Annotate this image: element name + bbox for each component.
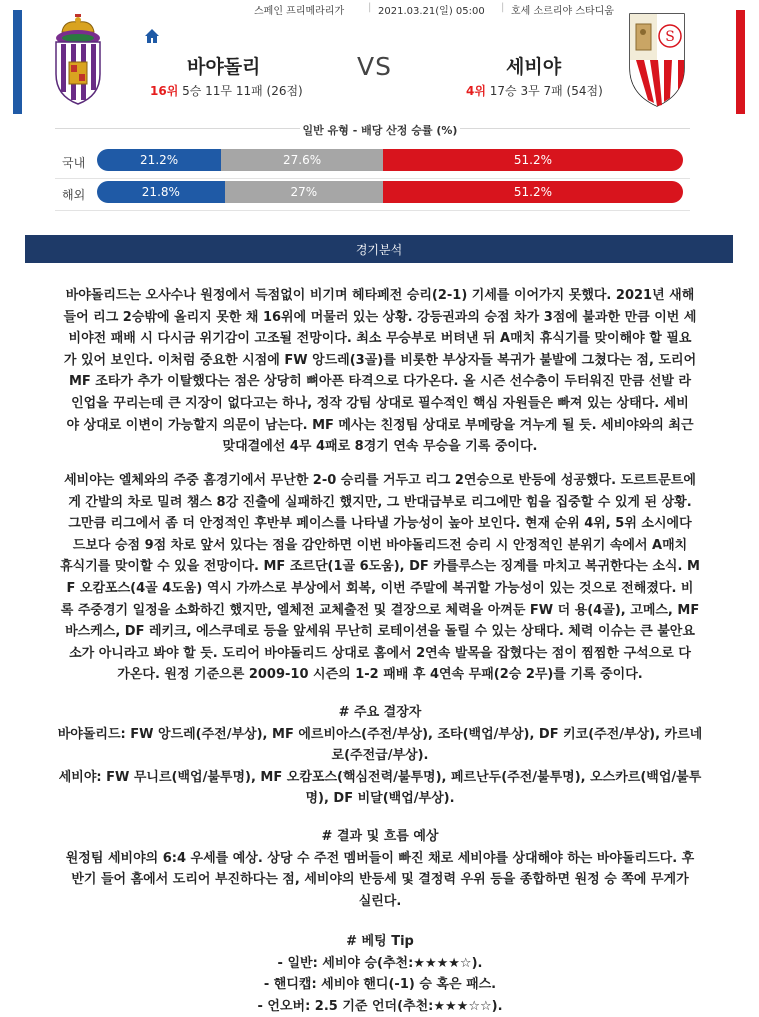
text-line: 인업을 꾸리는데 큰 지장이 없다고는 하나, 정작 강팀 상대로 필수적인 핵심 자원들은 빠져 있는 상태다. 세비 [71,395,689,411]
match-venue: 호세 소르리야 스타디움 [511,6,614,17]
away-rank: 4위 [466,84,486,98]
row-divider [55,178,690,179]
text-line: 명), DF 비달(백업/부상). [305,791,455,807]
odds-row-label: 해외 [62,188,86,202]
text-line: - 핸디캡: 세비야 핸디(-1) 승 혹은 패스. [263,977,497,993]
key-absentees [18,702,742,810]
match-datetime: 2021.03.21(일) 05:00 [378,6,485,17]
away-record [466,82,603,99]
text-line: 게 간발의 차로 밀려 챔스 8강 진출에 실패하긴 했지만, 그 반대급부로 리그에만 힘을 집중할 수 있게 된 상황. [68,494,692,510]
text-line: 비야전 패배 시 다시금 위기감이 고조될 전망이다. 최소 무승부로 버텨낸 뒤 A매치 휴식기를 맞이해야 할 필요 [68,331,692,347]
draw-segment: 27% [225,181,383,203]
text-line: - 언오버: 2.5 기준 언더(추천:★★★☆☆). [257,998,503,1014]
text-line: 맞대결에선 4무 4패로 8경기 연속 무승을 기록 중이다. [222,439,538,455]
analysis-paragraph-away [18,470,742,686]
svg-text:S: S [665,29,675,45]
text-line: 휴식기를 맞이할 수 있을 전망이다. MF 조르단(1골 6도움), DF 카를루스는 징계를 마치고 복귀한다는 소식. M [60,559,700,575]
text-line: 바스케스, DF 레키크, 에스쿠데로 등을 앞세워 무난히 로테이션을 돌릴 수 있는 상태다. 체력 이슈는 큰 불안요 [65,624,695,640]
text-line: F 오캄포스(4골 4도움) 역시 가까스로 부상에서 회복, 이번 주말에 복귀할 가능성이 있는 것으로 전해졌다. 비 [66,580,694,596]
text-line: - 일반: 세비야 승(추천:★★★★☆). [277,955,483,971]
text-line: 바야돌리드는 오사수나 원정에서 득점없이 비기며 헤타페전 승리(2-1) 기세를 이어가지 못했다. 2021년 새해 [65,288,695,303]
home-crest-icon [50,12,106,108]
text-line: 바야돌리드: FW 앙드레(주전/부상), MF 에르비아스(주전/부상), 조타(백업/부상), DF 키코(주전/부상), 카르네 [57,726,703,742]
text-line: 야 상대로 이변이 가능할지 의문이 남는다. MF 메사는 친정팀 상대로 부메랑을 겨누게 될 듯. 세비야와의 최근 [66,417,694,433]
home-color-bar [13,10,22,114]
analysis-banner: 경기분석 [25,235,733,263]
away-color-bar [736,10,745,114]
text-line: # 결과 및 흐름 예상 [321,829,439,844]
text-line: 세비야는 엘체와의 주중 홈경기에서 무난한 2-0 승리를 거두고 리그 2연승으로 반등에 성공했다. 도르트문트에 [64,473,696,488]
home-team-name: 바야돌리 [187,56,261,78]
text-line: 드보다 승점 9점 차로 앞서 있다는 점을 감안하면 이번 바야돌리드전 승리 시 안정적인 분위기 속에서 A매치 [72,537,688,553]
home-record [150,82,303,99]
divider: | [501,2,505,13]
odds-bar-overseas [97,181,683,203]
away-win-segment: 51.2% [383,149,683,171]
home-rank: 16위 [150,84,179,98]
home-record-text: 5승 11무 11패 (26점) [182,84,303,98]
text-line: 실린다. [358,893,402,909]
home-win-segment: 21.8% [97,181,225,203]
odds-caption: 일반 유형 - 배당 산정 승률 (%) [300,122,460,138]
text-line: # 주요 결장자 [338,705,422,720]
text-line: 반기 들어 홈에서 도리어 부진하다는 점, 세비야의 반등세 및 결정력 우위 등을 종합하면 원정 승 쪽에 무게가 [71,872,689,888]
text-line: # 베팅 Tip [346,934,414,949]
divider: | [368,2,372,13]
home-win-segment: 21.2% [97,149,221,171]
text-line: 세비야: FW 무니르(백업/불투명), MF 오캄포스(핵심전력/불투명), 페르난두(주전/불투명), 오스카르(백업/불투 [58,769,702,785]
text-line: 록 주중경기 일정을 소화하긴 했지만, 엘체전 교체출전 및 결장으로 체력을 아껴둔 FW 더 용(4골), 고메스, MF [60,602,700,618]
text-line: 소가 아니라고 봐야 할 듯. 도리어 바야돌리드 상대로 홈에서 2연속 발목을 잡혔다는 점이 찜찜한 구석으로 다 [69,645,691,661]
prediction [18,826,742,912]
text-line: 원정팀 세비야의 6:4 우세를 예상. 상당 수 주전 멤버들이 빠진 채로 세비야를 상대해야 하는 바야돌리드다. 후 [65,850,695,866]
odds-bar-domestic [97,149,683,171]
text-line: 가온다. 원정 기준으론 2009-10 시즌의 1-2 패배 후 4연속 무패(2승 2무)를 기록 중이다. [117,667,643,683]
text-line: MF 조타가 추가 이탈했다는 점은 상당히 뼈아픈 타격으로 다가온다. 올 시즌 선수층이 두터워진 만큼 선발 라 [68,374,692,390]
betting-tips [18,931,742,1017]
away-win-segment: 51.2% [383,181,683,203]
away-team-name: 세비야 [506,56,562,78]
vs-label: VS [357,52,392,81]
analysis-paragraph-home [18,285,742,458]
draw-segment: 27.6% [221,149,383,171]
home-icon[interactable] [143,27,161,45]
text-line: 들어 리그 2승밖에 올리지 못한 채 16위에 머물러 있는 상황. 강등권과의 승점 차가 3점에 불과한 만큼 이번 세 [63,309,697,325]
league-name: 스페인 프리메라리가 [254,6,345,17]
row-divider [55,210,690,211]
text-line: 가 있어 보인다. 이처럼 중요한 시점에 FW 앙드레(3골)를 비롯한 부상자들 복귀가 불발에 그쳤다는 점, 도리어 [63,352,697,368]
text-line: 로(주전급/부상). [331,748,429,764]
away-record-text: 17승 3무 7패 (54점) [489,84,603,98]
odds-row-label: 국내 [62,156,86,170]
away-crest-icon [626,10,688,108]
text-line: 그만큼 리그에서 좀 더 안정적인 후반부 페이스를 나타낼 가능성이 높아 보인다. 현재 순위 4위, 5위 소시에다 [68,516,692,532]
